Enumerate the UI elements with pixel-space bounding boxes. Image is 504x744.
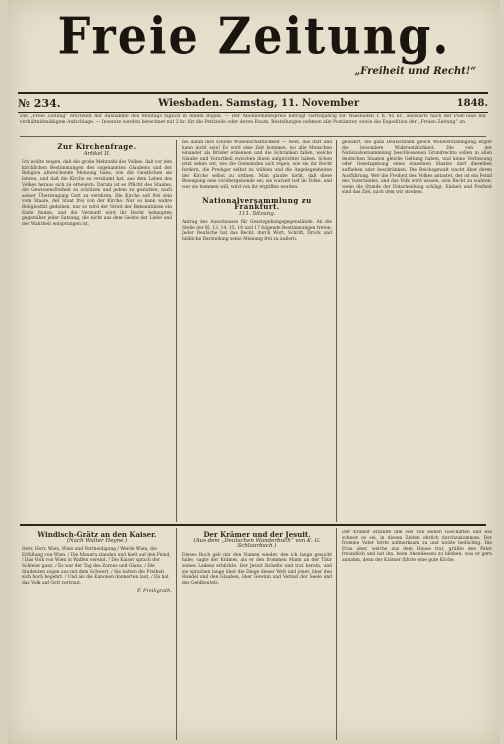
poem-heading: Windisch-Grätz an den Kaiser.: [37, 530, 157, 539]
poem-windisch-graetz: [22, 530, 172, 740]
place-date: Wiesbaden. Samstag, 11. November: [158, 97, 360, 109]
column-divider: [176, 528, 177, 740]
poem-signature: F. Freiligrath.: [137, 588, 172, 595]
feuilleton-body: Der Krämer erzählte ihm viel von seinen Geschäften und wie schwer es sei, in diesen Zeiten ehrlich durchzukommen. Der fromme Vater hörte aufmerksam zu und nickte bedächtig. Die Frau aber, welche aus dem Hause trat, grüßte den Pater freundlich und bat ihn, beim Abendessen zu bleiben, was er gern annahm, denn der Krämer führte eine gute Küche.: [342, 530, 492, 563]
column-divider: [336, 140, 337, 522]
newspaper-title: Freie Zeitung.: [57, 6, 451, 66]
feuilleton-heading: Der Krämer und der Jesuit.: [203, 530, 311, 539]
poem-body: Herr, Herr, Wien, Wien und Vertheidigung / Werde Wien, die Erfüllung von Wien. / Die Mauern standen und hielt auf den Feind, / Das Volk von Wien in Waffen vereint. / Die Kaiser sprach der Schleier ganz, / Es war der Tag des Zornes und Glanz. / Die Studenten zogen aus mit dem Schwert, / Sie hatten die Freiheit sich hoch begehrt. / Und als die Kanonen donnerten laut, / Da hat das Volk auf Gott vertraut.: [22, 547, 171, 586]
issue-number: № 234.: [18, 96, 61, 110]
poem-subheading: (Nach Walter Heyne.): [66, 537, 128, 544]
article-heading: Zur Kirchenfrage.: [57, 142, 137, 151]
dateline: [18, 92, 488, 113]
column-church-question: [22, 140, 172, 520]
masthead: [8, 6, 500, 76]
section-divider: [20, 524, 486, 526]
year: 1848.: [456, 97, 488, 109]
column-right: [342, 140, 492, 520]
article-body: Antrag des Ausschusses für Gesetzgebungsgegenstände. An die Stelle der §§. 13, 14, 15, 16 und 17 folgende Bestimmungen treten: Jeder Deutsche hat das Recht, durch Wort, Schrift, Druck und bildliche Darstellung seine Meinung frei zu äußern.: [182, 220, 332, 242]
feuilleton-merchant-jesuit: [182, 530, 332, 740]
column-middle: [182, 140, 332, 520]
feuilleton-body: Dieses Buch geb mir den Namen wieder, den ich lange gesucht habe, sagte der Krämer, als er den frommen Mann an der Thür seines Ladens erblickte. Der Jesuit lächelte und trat herein, und sie sprachen lange über die Dinge dieser Welt und jener, über den Handel und den Glauben, über Gewinn und Verlust der Seele und des Geldbeutels.: [182, 552, 332, 586]
column-divider: [336, 528, 337, 740]
article-body: bis dahin ihre schöne Wissenschaftlichkeit — Nein, das darf und kann nicht sein! Es wird eine Zeit kommen, wo alle Menschen einander als Brüder erkennen und die Schranken fallen, welche Glaube und Vorurtheil zwischen ihnen aufgerichtet haben. Schon jetzt sehen wir, wie die Gemeinden sich regen, wie sie ihr Recht fordern, die Prediger selbst zu wählen und die Angelegenheiten der Kirche selbst zu ordnen. Man glaube nicht, daß diese Bewegung eine vorübergehende sei; sie wurzelt tief im Volke, und wer sie hemmen will, wird von ihr ergriffen werden.: [182, 140, 332, 190]
feuilleton-continuation: [342, 530, 492, 740]
article-body: Ich wollte zeigen, daß die große Mehrzahl des Volkes, daß vor den kirchlichen Bestimmungen des sogenannten Glaubens und der Religion abweichende Meinung habe, wie die Geistlichen sie lehren, und daß die Kirche es versäumt hat, aus dem Leben des Volkes heraus sich zu erneuern. Darum ist es Pflicht des Staates, die Gewissensfreiheit zu schützen und jedem zu gestatten, nach seiner Überzeugung Gott zu verehren. Die Kirche soll frei sein vom Staate, der Staat frei von der Kirche. Nur so kann wahre Religiosität gedeihen, nur so wird der Streit der Bekenntnisse ein Ende finden, und die Vernunft wird ihr Recht behaupten gegenüber jeder Satzung, die nicht aus dem Geiste der Liebe und der Wahrheit entsprungen ist.: [22, 160, 172, 227]
article-subheading: 111. Sitzung.: [238, 210, 276, 217]
subscription-notice: Die „Freie Zeitung“ erscheint mit Ausnahme des Montags täglich in einem Bogen. — Der Abonnementspreis beträgt vierteljährig für Wiesbaden 1 fl. 45 kr., auswärts nach der Post-Taxe mit verhältnißmäßigem Aufschlage. — Inserate werden berechnet mit 3 kr. für die Petitzeile oder deren Raum. Bestellungen nehmen alle Postämter, sowie die Expedition der „Freien Zeitung“ an.: [20, 114, 486, 137]
motto: „Freiheit und Recht!“: [354, 66, 476, 77]
article-heading: Nationalversammlung zu Frankfurt.: [202, 196, 312, 211]
newspaper-page: [8, 0, 500, 744]
column-divider: [176, 140, 177, 522]
article-body: gewährt, die ganz Deutschland gleich Wohlverständigung ergibt die besondere Widersetzlichkeit. Die von der Nationalversammlung beschlossenen Grundrechte sollen in allen deutschen Staaten gleiche Geltung haben, und keine Verfassung oder Gesetzgebung eines einzelnen Staates darf dieselben aufheben oder beschränken. Die Reichsgewalt wacht über deren Ausführung. Wer die Freiheit des Volkes antastet, der ist ein Feind des Vaterlandes, und das Volk wird wissen, sein Recht zu wahren, wenn die Stunde der Entscheidung schlägt. Einheit und Freiheit sind das Ziel, nach dem wir streben.: [342, 140, 492, 196]
feuilleton-subheading: (Aus dem „Deutschen Wanderbuch“ von K. G. Schlaurbach.): [193, 537, 321, 550]
article-subheading: Artikel II.: [83, 150, 111, 157]
